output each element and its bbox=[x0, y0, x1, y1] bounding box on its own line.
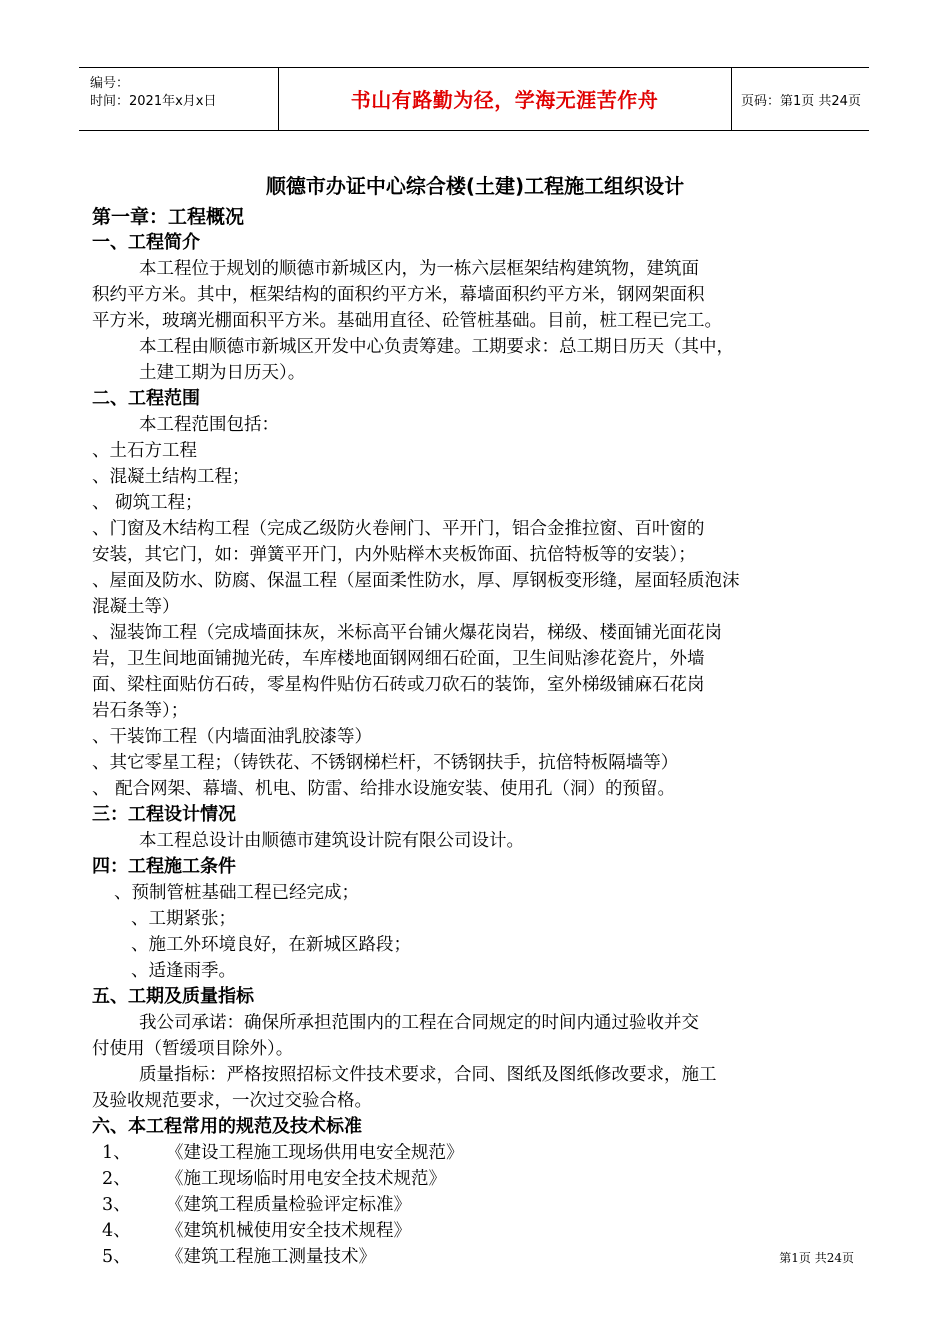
body-line: 、适逢雨季。 bbox=[131, 961, 236, 981]
body-line: 面、梁柱面贴仿石砖，零星构件贴仿石砖或刀砍石的装饰，室外梯级铺麻石花岗 bbox=[92, 675, 705, 695]
standard-item bbox=[92, 1192, 862, 1218]
section-heading: 第一章：工程概况 bbox=[92, 206, 245, 228]
number-label: 编号： bbox=[90, 76, 130, 91]
body-line: 、施工外环境良好，在新城区路段； bbox=[131, 935, 411, 955]
standard-title: 《建筑工程施工测量技术》 bbox=[166, 1247, 376, 1267]
document-title: 顺德市办证中心综合楼(土建)工程施工组织设计 bbox=[265, 174, 685, 198]
body-line: 及验收规范要求，一次过交验合格。 bbox=[92, 1091, 372, 1111]
section-heading: 五、工期及质量指标 bbox=[92, 986, 254, 1007]
standard-number: 2、 bbox=[102, 1169, 131, 1189]
standard-number: 5、 bbox=[102, 1247, 131, 1267]
standard-item bbox=[92, 1166, 862, 1192]
body-line: 、 砌筑工程； bbox=[92, 493, 203, 513]
standard-number: 1、 bbox=[102, 1143, 131, 1163]
section-heading: 四：工程施工条件 bbox=[92, 856, 236, 877]
body-line: 、屋面及防水、防腐、保温工程（屋面柔性防水，厚、厚钢板变形缝，屋面轻质泡沫 bbox=[92, 571, 740, 591]
body-line: 平方米，玻璃光棚面积平方米。基础用直径、砼管桩基础。目前，桩工程已完工。 bbox=[92, 311, 722, 331]
body-line: 安装，其它门，如：弹簧平开门，内外贴榉木夹板饰面、抗倍特板等的安装）； bbox=[92, 545, 696, 565]
body-line: 付使用（暂缓项目除外）。 bbox=[92, 1039, 294, 1059]
body-line: 土建工期为日历天）。 bbox=[139, 363, 306, 383]
standard-number: 3、 bbox=[102, 1195, 131, 1215]
header-motto-cell bbox=[278, 68, 732, 130]
time-label: 时间：2021年x月x日 bbox=[90, 94, 217, 109]
standard-title: 《建筑机械使用安全技术规程》 bbox=[166, 1221, 411, 1241]
standard-title: 《施工现场临时用电安全技术规范》 bbox=[166, 1169, 446, 1189]
body-line: 、其它零星工程；（铸铁花、不锈钢梯栏杆，不锈钢扶手，抗倍特板隔墙等） bbox=[92, 753, 679, 773]
body-line: 混凝土等） bbox=[92, 597, 180, 617]
standard-item bbox=[92, 1140, 862, 1166]
section-heading: 三：工程设计情况 bbox=[92, 804, 236, 825]
page-header bbox=[79, 67, 869, 131]
page-code: 页码：第1页 共24页 bbox=[741, 94, 861, 109]
body-line: 、湿装饰工程（完成墙面抹灰，米标高平台铺火爆花岗岩，梯级、楼面铺光面花岗 bbox=[92, 623, 722, 643]
body-line: 、工期紧张； bbox=[131, 909, 236, 929]
header-page-cell bbox=[731, 68, 869, 130]
body-line: 岩石条等）； bbox=[92, 701, 189, 721]
body-line: 岩，卫生间地面铺抛光砖，车库楼地面钢网细石砼面，卫生间贴渗花瓷片，外墙 bbox=[92, 649, 705, 669]
section-heading: 二、工程范围 bbox=[92, 388, 200, 409]
body-line: 、干装饰工程（内墙面油乳胶漆等） bbox=[92, 727, 372, 747]
body-line: 本工程范围包括： bbox=[139, 415, 279, 435]
body-line: 积约平方米。其中，框架结构的面积约平方米，幕墙面积约平方米，钢网架面积 bbox=[92, 285, 705, 305]
section-heading: 一、工程简介 bbox=[92, 232, 200, 253]
body-line: 、混凝土结构工程； bbox=[92, 467, 250, 487]
body-line: 、门窗及木结构工程（完成乙级防火卷闸门、平开门，铝合金推拉窗、百叶窗的 bbox=[92, 519, 705, 539]
body-line: 质量指标：严格按照招标文件技术要求，合同、图纸及图纸修改要求，施工 bbox=[139, 1065, 717, 1085]
standard-title: 《建筑工程质量检验评定标准》 bbox=[166, 1195, 411, 1215]
motto: 书山有路勤为径，学海无涯苦作舟 bbox=[350, 88, 659, 112]
body-line: 我公司承诺：确保所承担范围内的工程在合同规定的时间内通过验收并交 bbox=[139, 1013, 699, 1033]
document-body bbox=[92, 204, 862, 1270]
body-line: 本工程总设计由顺德市建筑设计院有限公司设计。 bbox=[139, 831, 524, 851]
body-line: 、土石方工程 bbox=[92, 441, 197, 461]
body-line: 本工程由顺德市新城区开发中心负责筹建。工期要求：总工期日历天（其中， bbox=[139, 337, 734, 357]
body-line: 、 配合网架、幕墙、机电、防雷、给排水设施安装、使用孔（洞）的预留。 bbox=[92, 779, 676, 799]
header-info-cell bbox=[79, 68, 279, 130]
standard-item bbox=[92, 1218, 862, 1244]
section-heading: 六、本工程常用的规范及技术标准 bbox=[92, 1116, 362, 1137]
standard-item bbox=[92, 1244, 862, 1270]
body-line: 本工程位于规划的顺德市新城区内，为一栋六层框架结构建筑物，建筑面 bbox=[139, 259, 699, 279]
body-line: 、预制管桩基础工程已经完成； bbox=[114, 883, 359, 903]
standard-number: 4、 bbox=[102, 1221, 131, 1241]
standard-title: 《建设工程施工现场供用电安全规范》 bbox=[166, 1143, 464, 1163]
page-footer: 第1页 共24页 bbox=[779, 1251, 854, 1265]
